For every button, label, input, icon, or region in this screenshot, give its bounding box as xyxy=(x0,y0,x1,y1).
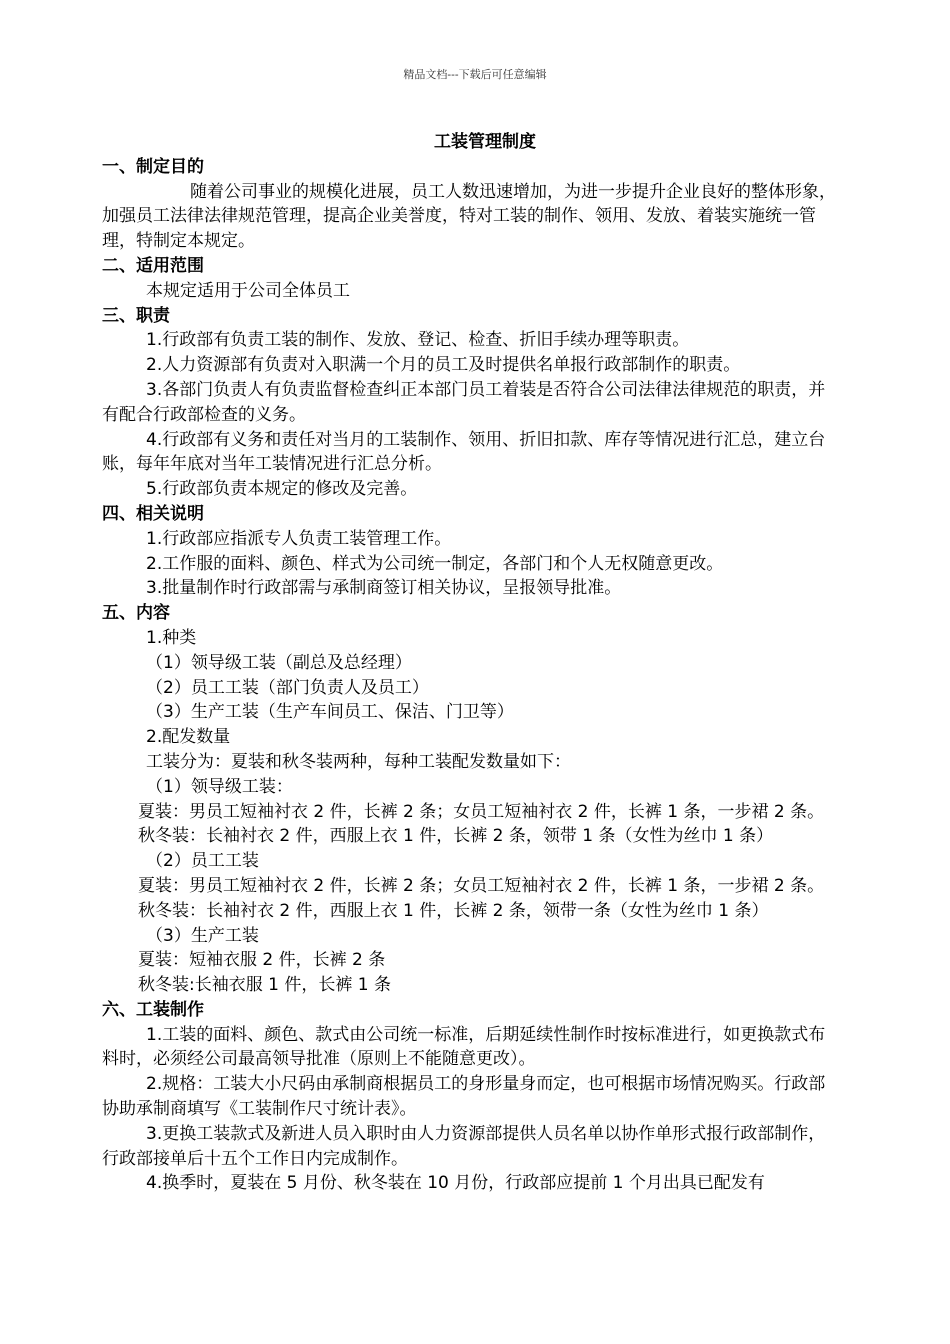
production-uniform-title: （3）生产工装 xyxy=(146,925,259,946)
section-1-body: 随着公司事业的规模化进展，员工人数迅速增加，为进一步提升企业良好的整体形象，加强员工法律法律规范管理，提高企业美誉度，特对工装的制作、领用、发放、着装实施统一管理，特制定本规定。 xyxy=(102,181,836,252)
staff-uniform-title: （2）员工工装 xyxy=(146,851,259,872)
kind-item: （2）员工工装（部门负责人及员工） xyxy=(146,677,429,698)
section-6-item: 4.换季时，夏装在 5 月份、秋冬装在 10 月份，行政部应提前 1 个月出具已配发有 xyxy=(146,1173,765,1194)
section-4-item: 1.行政部应指派专人负责工装管理工作。 xyxy=(146,528,452,549)
section-3-item: 1.行政部有负责工装的制作、发放、登记、检查、折旧手续办理等职责。 xyxy=(146,330,690,351)
section-2-body: 本规定适用于公司全体员工 xyxy=(146,280,350,301)
section-heading-2: 二、适用范围 xyxy=(102,255,204,276)
section-3-item: 4.行政部有义务和责任对当月的工装制作、领用、折旧扣款、库存等情况进行汇总，建立台账，每年年底对当年工装情况进行汇总分析。 xyxy=(102,429,826,475)
section-3-item: 3.各部门负责人有负责监督检查纠正本部门员工着装是否符合公司法律法律规范的职责，并有配合行政部检查的义务。 xyxy=(102,379,826,425)
section-heading-1: 一、制定目的 xyxy=(102,156,204,177)
section-6-item: 1.工装的面料、颜色、款式由公司统一标准，后期延续性制作时按标准进行，如更换款式布料时，必须经公司最高领导批准（原则上不能随意更改）。 xyxy=(102,1024,826,1070)
quantity-intro: 工装分为：夏装和秋冬装两种，每种工装配发数量如下： xyxy=(146,751,571,772)
section-4-item: 3.批量制作时行政部需与承制商签订相关协议，呈报领导批准。 xyxy=(146,578,622,599)
kind-item: （3）生产工装（生产车间员工、保洁、门卫等） xyxy=(146,702,514,723)
leader-summer: 夏装：男员工短袖衬衣 2 件，长裤 2 条；女员工短袖衬衣 2 件，长裤 1 条，一步裙 2 条。 xyxy=(138,801,825,822)
production-winter: 秋冬装:长袖衣服 1 件，长裤 1 条 xyxy=(138,975,391,996)
quantity-title: 2.配发数量 xyxy=(146,727,231,748)
kind-title: 1.种类 xyxy=(146,627,197,648)
section-3-item: 5.行政部负责本规定的修改及完善。 xyxy=(146,479,418,500)
section-heading-3: 三、职责 xyxy=(102,305,170,326)
document-title: 工装管理制度 xyxy=(434,132,536,152)
section-4-item: 2.工作服的面料、颜色、样式为公司统一制定，各部门和个人无权随意更改。 xyxy=(146,553,724,574)
section-3-item: 2.人力资源部有负责对入职满一个月的员工及时提供名单报行政部制作的职责。 xyxy=(146,355,741,376)
staff-winter: 秋冬装：长袖衬衣 2 件，西服上衣 1 件，长裤 2 条，领带一条（女性为丝巾 1 条） xyxy=(138,900,769,921)
section-heading-6: 六、工装制作 xyxy=(102,999,204,1020)
production-summer: 夏装：短袖衣服 2 件，长裤 2 条 xyxy=(138,950,386,971)
leader-uniform-title: （1）领导级工装： xyxy=(146,776,293,797)
section-heading-4: 四、相关说明 xyxy=(102,503,204,524)
section-6-item: 2.规格：工装大小尺码由承制商根据员工的身形量身而定，也可根据市场情况购买。行政部协助承制商填写《工装制作尺寸统计表》。 xyxy=(102,1074,826,1120)
staff-summer: 夏装：男员工短袖衬衣 2 件，长裤 2 条；女员工短袖衬衣 2 件，长裤 1 条，一步裙 2 条。 xyxy=(138,875,825,896)
section-6-item: 3.更换工装款式及新进人员入职时由人力资源部提供人员名单以协作单形式报行政部制作，行政部接单后十五个工作日内完成制作。 xyxy=(102,1123,826,1169)
kind-item: （1）领导级工装（副总及总经理） xyxy=(146,652,412,673)
page-header: 精品文档---下载后可任意编辑 xyxy=(403,68,547,81)
document-body xyxy=(102,130,842,1196)
leader-winter: 秋冬装：长袖衬衣 2 件，西服上衣 1 件，长裤 2 条，领带 1 条（女性为丝巾 1 条） xyxy=(138,826,774,847)
section-heading-5: 五、内容 xyxy=(102,603,170,624)
